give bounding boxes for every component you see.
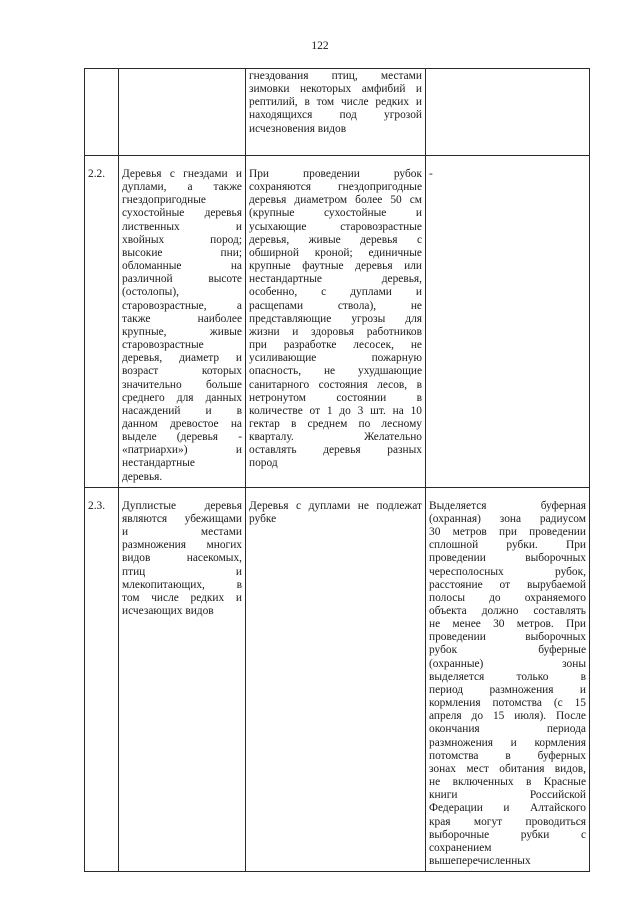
- measures-line: рубке: [249, 512, 277, 525]
- notes-line: 30 метров при проведении: [429, 526, 586, 539]
- object-line: (остолопы),: [122, 286, 179, 299]
- object-cell: [119, 156, 246, 488]
- measures-line: при разработке лесосек, не: [249, 339, 422, 352]
- object-line: среднего для данных: [122, 391, 242, 404]
- notes-line: размножения и кормления: [429, 736, 586, 749]
- object-line: крупные, живые: [122, 325, 242, 338]
- measures-line: пород: [249, 457, 278, 470]
- measures-line: жизни и здоровья работников: [249, 325, 422, 338]
- notes-line: (охранная) зона радиусом: [429, 512, 586, 525]
- notes-line: Выделяется буферная: [429, 499, 586, 512]
- measures-line: обширной кроной; единичные: [249, 246, 422, 259]
- object-line: Деревья с гнездами и: [122, 168, 242, 180]
- notes-line: вышеперечисленных: [429, 854, 531, 867]
- measures-line: крупные фаутные деревья или: [249, 260, 422, 273]
- object-line: лиственных и: [122, 220, 242, 233]
- notes-line: (охранные) зоны: [429, 657, 586, 670]
- object-line: различной высоте: [122, 273, 242, 286]
- measures-line: гнездования птиц, местами: [249, 70, 422, 82]
- measures-cell: [246, 156, 426, 488]
- object-line: деревья, диаметр и: [122, 352, 242, 365]
- measures-line: деревья диаметром более 50 см: [249, 194, 422, 207]
- measures-line: При проведении рубок: [249, 168, 422, 180]
- measures-line: сохраняются гнездопригодные: [249, 181, 422, 194]
- measures-line: усиливающие пожарную: [249, 352, 422, 365]
- table-row: [85, 156, 590, 488]
- object-line: также наиболее: [122, 312, 242, 325]
- object-line: «патриархи») и: [122, 444, 242, 457]
- notes-line: проведении выборочных: [429, 631, 586, 644]
- measures-cell: [246, 487, 426, 871]
- object-line: дуплами, а также: [122, 181, 242, 194]
- measures-line: деревья, живые деревья с: [249, 233, 422, 246]
- measures-cell: [246, 69, 426, 156]
- object-line: старовозрастные: [122, 339, 204, 352]
- table-row: [85, 487, 590, 871]
- measures-line: зимовки некоторых амфибий и: [249, 83, 422, 96]
- notes-cell: [426, 487, 590, 871]
- measures-line: находящихся под угрозой: [249, 109, 422, 122]
- measures-line: (крупные сухостойные и: [249, 207, 422, 220]
- object-line: выделе (деревья -: [122, 431, 242, 444]
- page-number: 122: [311, 40, 329, 52]
- notes-line: кормления потомства (с 15: [429, 697, 586, 710]
- measures-line: расщепами ствола), не: [249, 299, 422, 312]
- object-line: Дуплистые деревья: [122, 499, 242, 512]
- notes-line: не включенных в Красные: [429, 776, 586, 789]
- object-line: являются убежищами: [122, 512, 242, 525]
- measures-line: исчезновения видов: [249, 122, 347, 135]
- object-line: видов насекомых,: [122, 552, 242, 565]
- measures-line: нестандартные деревья,: [249, 273, 422, 286]
- notes-line: сохранением: [429, 841, 492, 854]
- object-cell: [119, 69, 246, 156]
- object-line: и местами: [122, 526, 242, 539]
- notes-line: книги Российской: [429, 789, 586, 802]
- measures-line: усыхающие старовозрастные: [249, 220, 422, 233]
- measures-line: представляющие угрозы для: [249, 312, 422, 325]
- object-line: значительно больше: [122, 378, 242, 391]
- object-line: млекопитающих, в: [122, 578, 242, 591]
- object-cell: [119, 487, 246, 871]
- object-line: обломанные на: [122, 260, 242, 273]
- notes-line: расстояние от вырубаемой: [429, 578, 586, 591]
- object-line: гнездопригодные: [122, 194, 206, 207]
- object-line: высокие пни;: [122, 246, 242, 259]
- measures-line: рептилий, в том числе редких и: [249, 96, 422, 109]
- notes-line: края могут проводиться: [429, 815, 586, 828]
- notes-line: зонах мест обитания видов,: [429, 762, 586, 775]
- notes-cell: [426, 69, 590, 156]
- object-line: возраст которых: [122, 365, 242, 378]
- object-line: нестандартные: [122, 457, 195, 470]
- measures-line: нетронутом состоянии в: [249, 391, 422, 404]
- measures-line: оставлять деревья разных: [249, 444, 422, 457]
- notes-line: апреля до 15 июля). После: [429, 710, 586, 723]
- table-row: [85, 69, 590, 156]
- row-number-cell: [85, 69, 119, 156]
- object-line: птиц и: [122, 565, 242, 578]
- notes-line: проведении выборочных: [429, 552, 586, 565]
- notes-line: рубок буферные: [429, 644, 586, 657]
- object-line: деревья.: [122, 470, 163, 483]
- object-line: хвойных пород;: [122, 233, 242, 246]
- notes-line: чересполосных рубок,: [429, 565, 586, 578]
- object-line: насаждений и в: [122, 404, 242, 417]
- forestry-measures-table: [84, 68, 590, 872]
- object-line: размножения многих: [122, 539, 242, 552]
- notes-line: окончания периода: [429, 723, 586, 736]
- measures-line: количестве от 1 до 3 шт. на 10: [249, 404, 422, 417]
- measures-line: Деревья с дуплами не подлежат: [249, 499, 422, 512]
- object-line: том числе редких и: [122, 591, 242, 604]
- notes-line: потомства в буферных: [429, 749, 586, 762]
- notes-line: выделяется только в: [429, 670, 586, 683]
- measures-line: опасность, не ухудшающие: [249, 365, 422, 378]
- notes-line: не менее 30 метров. При: [429, 618, 586, 631]
- object-line: сухостойные деревья: [122, 207, 242, 220]
- measures-line: кварталу. Желательно: [249, 431, 422, 444]
- measures-line: санитарного состояния лесов, в: [249, 378, 422, 391]
- notes-line: полосы до охраняемого: [429, 591, 586, 604]
- object-line: данном древостое на: [122, 417, 242, 430]
- notes-line: период размножения и: [429, 683, 586, 696]
- notes-line: сплошной рубки. При: [429, 539, 586, 552]
- notes-cell: [426, 156, 590, 488]
- measures-line: особенно, с дуплами и: [249, 286, 422, 299]
- measures-line: гектар в среднем по лесному: [249, 417, 422, 430]
- object-line: старовозрастные, а: [122, 299, 242, 312]
- notes-line: -: [429, 168, 433, 180]
- row-number-cell: 2.3.: [85, 487, 119, 871]
- object-line: исчезающих видов: [122, 605, 214, 617]
- notes-line: объекта должно составлять: [429, 605, 586, 617]
- row-number-cell: 2.2.: [85, 156, 119, 488]
- notes-line: Федерации и Алтайского: [429, 802, 586, 815]
- notes-line: выборочные рубки с: [429, 828, 586, 841]
